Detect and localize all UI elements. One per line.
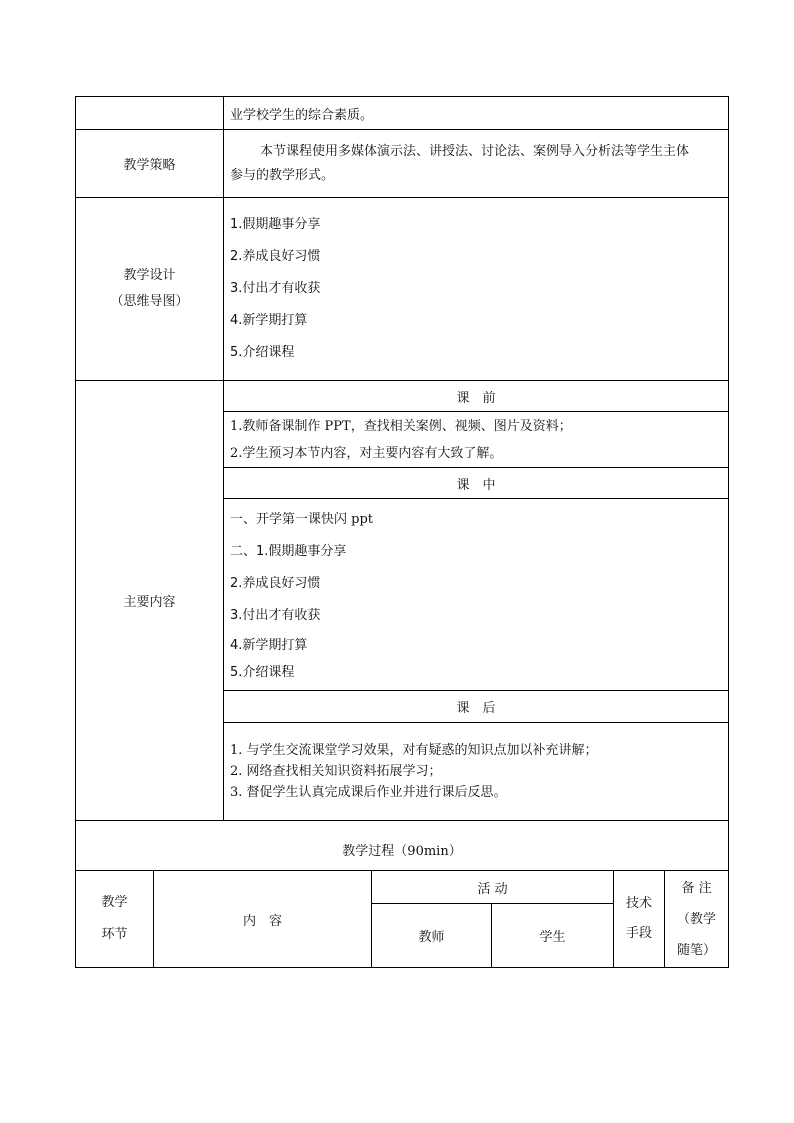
after-item: 2. 网络查找相关知识资料拓展学习； bbox=[230, 764, 442, 779]
strategy-content bbox=[224, 130, 729, 198]
design-item: 2.养成良好习惯 bbox=[230, 249, 321, 264]
student-header: 学生 bbox=[492, 904, 614, 968]
design-content bbox=[224, 198, 729, 381]
content-header: 内 容 bbox=[154, 871, 372, 968]
strategy-label: 教学策略 bbox=[76, 130, 224, 198]
design-label: 教学设计 （思维导图） bbox=[76, 198, 224, 381]
tech-header: 技术 手段 bbox=[614, 871, 665, 968]
design-item: 1.假期趣事分享 bbox=[230, 217, 321, 232]
main-content-label: 主要内容 bbox=[76, 381, 224, 821]
before-item: 2.学生预习本节内容，对主要内容有大致了解。 bbox=[230, 445, 503, 461]
before-class-title: 课 前 bbox=[224, 381, 729, 412]
during-class-content bbox=[224, 499, 729, 691]
note-header: 备 注 （教学 随笔） bbox=[665, 871, 729, 968]
after-class-content bbox=[224, 723, 729, 821]
after-item: 3. 督促学生认真完成课后作业并进行课后反思。 bbox=[230, 785, 507, 800]
teacher-header: 教师 bbox=[372, 904, 492, 968]
during-item: 3.付出才有收获 bbox=[230, 608, 321, 623]
before-item: 1.教师备课制作 PPT，查找相关案例、视频、图片及资料； bbox=[230, 418, 572, 434]
design-item: 5.介绍课程 bbox=[230, 345, 295, 360]
strategy-line-2: 参与的教学形式。 bbox=[230, 167, 335, 183]
process-title: 教学过程（90min） bbox=[76, 821, 729, 871]
row1-content: 业学校学生的综合素质。 bbox=[224, 97, 729, 130]
during-item: 一、开学第一课快闪 ppt bbox=[230, 512, 374, 527]
activity-header: 活 动 bbox=[372, 871, 614, 904]
after-class-title: 课 后 bbox=[224, 691, 729, 723]
during-item: 二、1.假期趣事分享 bbox=[230, 544, 347, 559]
during-item: 2.养成良好习惯 bbox=[230, 576, 321, 591]
strategy-line-1: 本节课程使用多媒体演示法、讲授法、讨论法、案例导入分析法等学生主体 bbox=[260, 143, 690, 159]
row1-label-cell bbox=[76, 97, 224, 130]
stage-header: 教学 环节 bbox=[76, 871, 154, 968]
design-item: 4.新学期打算 bbox=[230, 313, 308, 328]
after-item: 1. 与学生交流课堂学习效果，对有疑惑的知识点加以补充讲解； bbox=[230, 743, 598, 758]
during-item: 4.新学期打算 bbox=[230, 638, 308, 653]
during-class-title: 课 中 bbox=[224, 468, 729, 499]
lesson-plan-table bbox=[75, 96, 729, 871]
during-item: 5.介绍课程 bbox=[230, 665, 295, 680]
before-class-content bbox=[224, 412, 729, 468]
process-header-table bbox=[75, 870, 729, 968]
design-item: 3.付出才有收获 bbox=[230, 281, 321, 296]
